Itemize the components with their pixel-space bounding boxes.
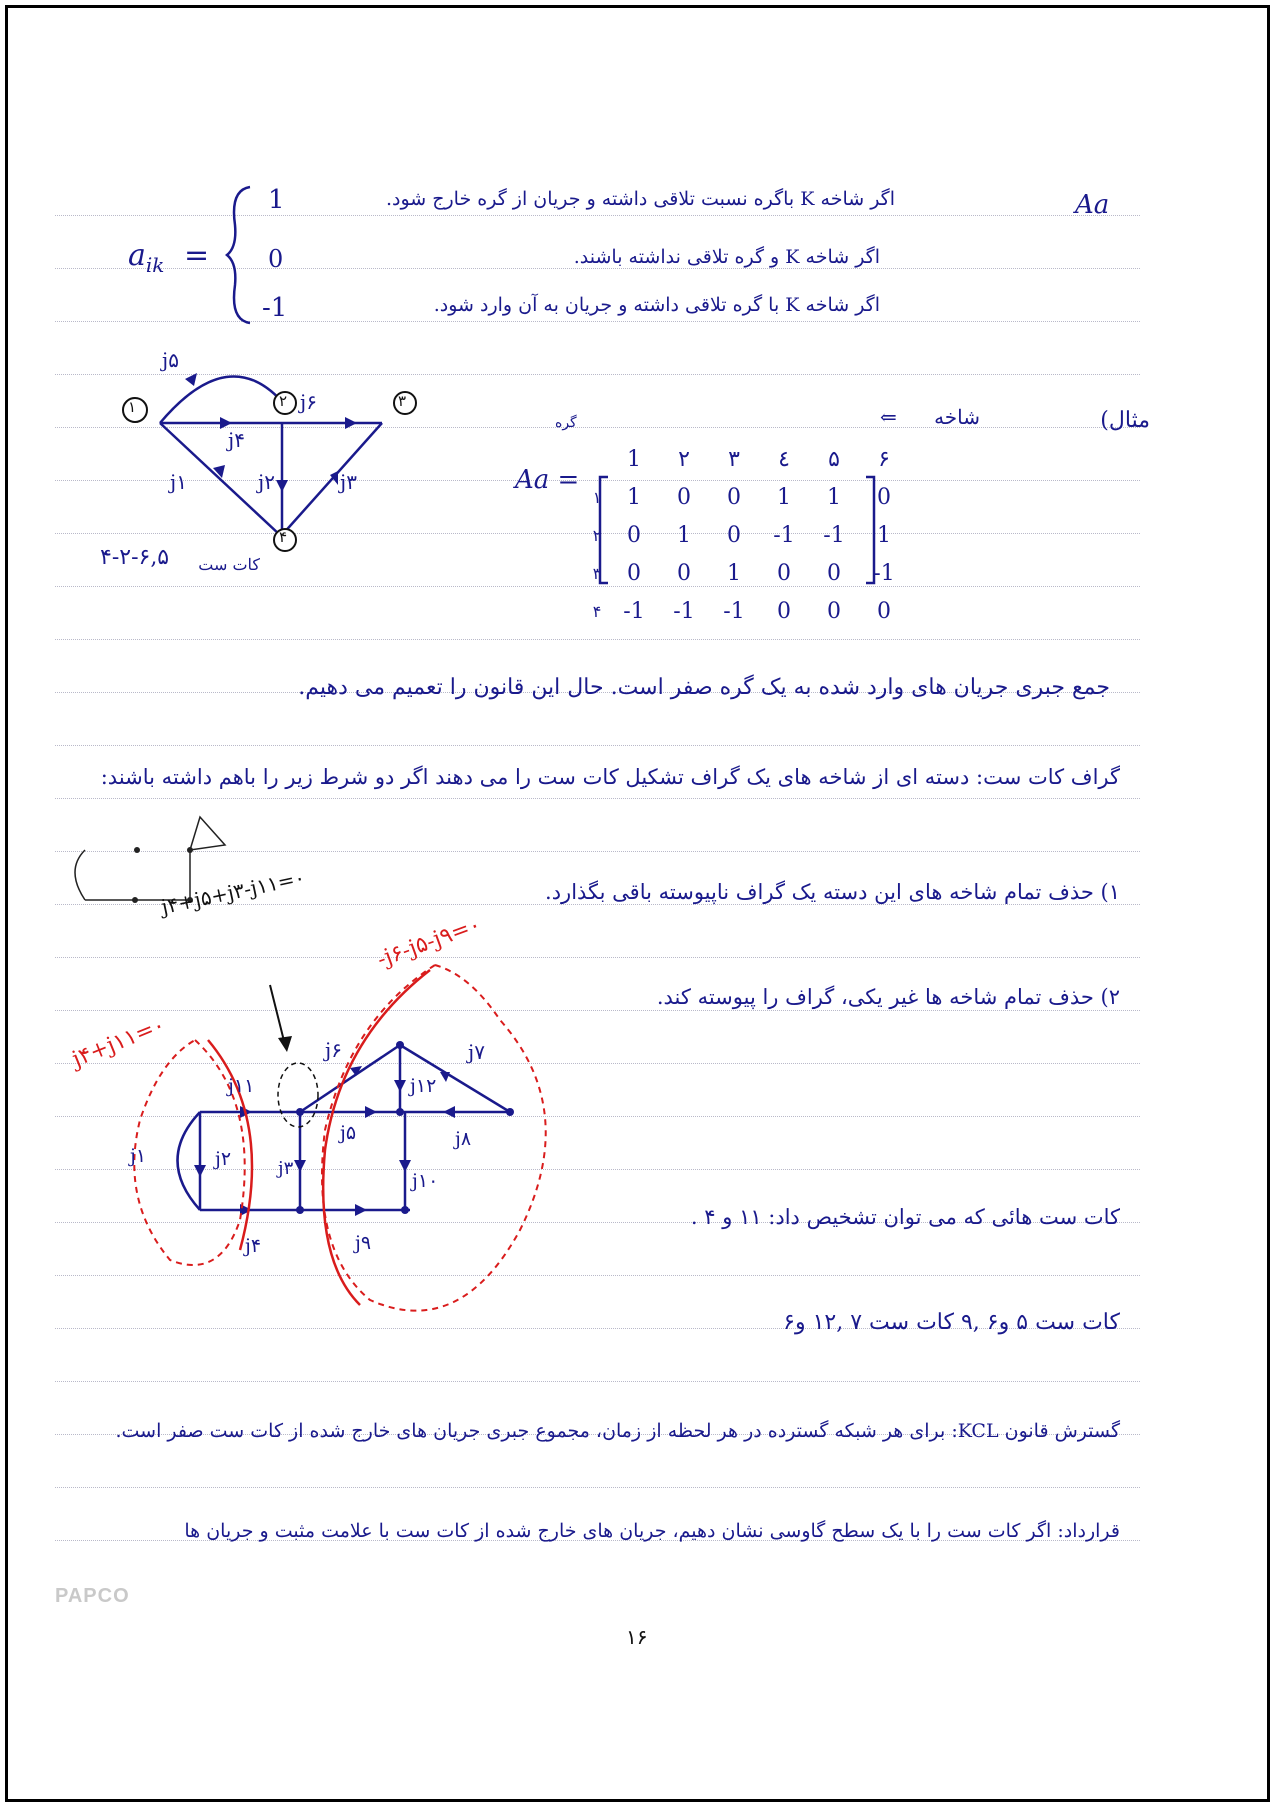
label-j3: j۳	[340, 470, 357, 494]
g2-label-j1: j۱	[130, 1145, 147, 1167]
matrix-cell: 0	[727, 522, 741, 548]
g2-label-j9: j۹	[355, 1232, 372, 1254]
label-j1: j۱	[170, 470, 187, 494]
g2-label-j4: j۴	[245, 1235, 262, 1257]
g2-label-j6: j۶	[325, 1038, 342, 1062]
page-number: ۱۶	[626, 1625, 648, 1649]
matrix-cell: -1	[723, 598, 745, 624]
note-cutset-def: گراف کات ست: دسته ای از شاخه های یک گراف تشکیل کات ست را می دهند اگر دو شرط زیر را باهم داشته باشند:	[100, 765, 1120, 789]
col-header: ۶	[878, 446, 890, 472]
case-text-0: اگر شاخه K و گره تلاقی نداشته باشند.	[573, 246, 880, 268]
matrix-cell: -1	[823, 522, 845, 548]
label-j6: j۶	[300, 390, 317, 414]
row-label: ۱	[592, 487, 602, 507]
cutset-value: ۴-۲-۶,۵	[100, 545, 170, 570]
matrix-cell: -1	[873, 560, 895, 586]
matrix-header-row	[585, 440, 909, 478]
label-j5: j۵	[162, 348, 179, 372]
matrix-label: Aa =	[515, 465, 580, 495]
definition-brace	[225, 185, 255, 325]
kcl-extension: گسترش قانون KCL: برای هر شبکه گسترده در هر لحظه از زمان، مجموع جبری جریان های خارج شده از کات ست صفر است.	[115, 1420, 1120, 1442]
arrow-j5	[185, 373, 197, 386]
convention: قرارداد: اگر کات ست را با یک سطح گاوسی نشان دهیم، جریان های خارج شده از کات ست با علامت مثبت و جریان ها	[184, 1520, 1120, 1542]
matrix-row	[585, 592, 909, 630]
case-value-1: 1	[268, 185, 285, 215]
branch-j3	[282, 423, 382, 535]
matrix-cell: 0	[727, 484, 741, 510]
matrix-cell: -1	[623, 598, 645, 624]
col-header: ٤	[778, 446, 790, 472]
g2-label-j10: j۱۰	[412, 1170, 439, 1192]
matrix-cell: 0	[627, 560, 641, 586]
g2-label-j3: j۳	[278, 1158, 294, 1179]
node-1-label: ۱	[128, 398, 137, 416]
branch-header: شاخه	[934, 405, 980, 429]
matrix-cell: 1	[877, 522, 891, 548]
side-equation: j۴+j۵+j۳-j۱۱=۰	[159, 865, 308, 919]
g2-label-j5: j۵	[340, 1122, 357, 1144]
matrix-cell: 0	[677, 484, 691, 510]
condition-2: ۲) حذف تمام شاخه ها غیر یکی، گراف را پیوسته کند.	[656, 985, 1120, 1009]
matrix-cell: 0	[677, 560, 691, 586]
row-label: ۴	[592, 601, 602, 621]
arrow-j1	[213, 465, 225, 478]
g2-label-j12: j۱۲	[410, 1075, 437, 1097]
node-2-label: ۲	[279, 392, 288, 410]
row-label: ۲	[592, 525, 602, 545]
node-4-label: ۴	[279, 528, 288, 546]
g2-label-j11: j۱۱	[228, 1075, 255, 1097]
matrix-cell: -1	[773, 522, 795, 548]
arrow-j9	[355, 1204, 367, 1216]
aik-equals: =	[183, 238, 210, 273]
matrix-cell: 1	[827, 484, 841, 510]
matrix-cell: 1	[627, 484, 641, 510]
matrix-cell: 0	[827, 598, 841, 624]
matrix-cell: 0	[877, 598, 891, 624]
case-value-m1: -1	[262, 293, 288, 323]
matrix-cell: 0	[827, 560, 841, 586]
brand-logo: PAPCO	[55, 1585, 130, 1607]
case-value-0: 0	[268, 245, 284, 273]
matrix-cell: 0	[777, 560, 791, 586]
condition-1: ۱) حذف تمام شاخه های این دسته یک گراف ناپیوسته باقی بگذارد.	[545, 880, 1120, 904]
cutset-list: کات ست ۵ و۶ ,۹ کات ست ۷ ,۱۲ و۶	[783, 1310, 1120, 1335]
g2-label-j7: j۷	[468, 1040, 485, 1064]
arrow-j3	[330, 471, 338, 485]
node-3-label: ۳	[398, 392, 407, 410]
branch-j1-curve	[178, 1112, 201, 1210]
matrix-cell: 1	[777, 484, 791, 510]
matrix-brackets	[598, 475, 878, 585]
row-label: ۳	[592, 563, 602, 583]
g2-label-j8: j۸	[455, 1128, 472, 1150]
label-j4: j۴	[228, 428, 245, 452]
matrix-cell: 1	[727, 560, 741, 586]
arrow-symbol: ⇐	[880, 405, 897, 429]
arrow-j8	[443, 1106, 455, 1118]
aik-sub: ik	[145, 253, 165, 277]
matrix-cell: 0	[877, 484, 891, 510]
matrix-name-aa: Aa	[1075, 190, 1110, 220]
matrix-cell: 0	[627, 522, 641, 548]
col-header: 1	[627, 446, 641, 472]
aik-symbol	[128, 238, 209, 277]
label-j2: j۲	[258, 470, 275, 494]
arrow-j2	[276, 480, 288, 492]
branch-j5	[160, 376, 288, 423]
g2-label-j2: j۲	[215, 1148, 232, 1170]
node-header: گره	[555, 415, 577, 431]
col-header: ۵	[828, 446, 840, 472]
col-header: ۳	[728, 446, 740, 472]
case-text-m1: اگر شاخه K با گره تلاقی داشته و جریان به آن وارد شود.	[433, 294, 880, 316]
case-text-1: اگر شاخه K باگره نسبت تلاقی داشته و جریان از گره خارج شود.	[385, 188, 895, 210]
matrix-cell: 0	[777, 598, 791, 624]
example-label: مثال)	[1100, 408, 1150, 433]
red-equation-2: j۴+j۱۱=۰	[68, 1012, 169, 1073]
col-header: ۲	[678, 446, 690, 472]
which-cutsets: کات ست هائی که می توان تشخیص داد: ۱۱ و ۴ .	[690, 1205, 1120, 1229]
matrix-cell: 1	[677, 522, 691, 548]
note-kcl-sum: جمع جبری جریان های وارد شده به یک گره صفر است. حال این قانون را تعمیم می دهیم.	[298, 675, 1110, 700]
cutset-graph	[100, 960, 560, 1330]
matrix-cell: -1	[673, 598, 695, 624]
arrow-j6	[345, 417, 357, 429]
aik-a: a	[128, 238, 146, 273]
cutset-label: کات ست	[198, 555, 260, 574]
red-equation-1: -j۶-j۵-j۹=۰	[373, 912, 485, 973]
